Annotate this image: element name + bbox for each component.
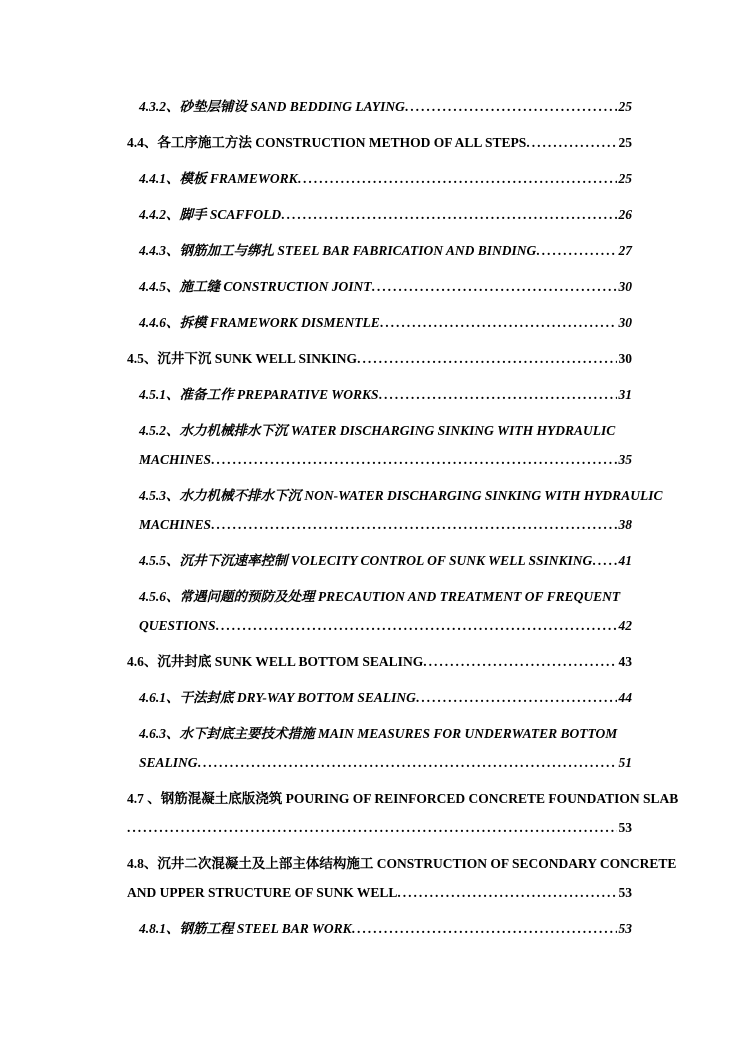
page-number: 35: [618, 452, 632, 467]
toc-entry[interactable]: [139, 236, 632, 265]
toc-entry-line: [139, 748, 632, 777]
page-number: 25: [618, 135, 632, 150]
dot-leader: [281, 200, 616, 229]
toc-entry-line: [139, 236, 632, 265]
page-number: 30: [618, 315, 632, 330]
toc-entry[interactable]: [139, 380, 632, 409]
toc-entry-text: 4.5.3、水力机械不排水下沉 NON-WATER DISCHARGING SINKING WITH HYDRAULIC: [139, 488, 663, 503]
toc-entry-line: [127, 878, 632, 907]
toc-entry-text: 4.8.1、钢筋工程 STEEL BAR WORK: [139, 921, 352, 936]
toc-entry-text: 4.8、沉井二次混凝土及上部主体结构施工 CONSTRUCTION OF SECONDARY CONCRETE: [127, 856, 677, 871]
toc-entry-text: 4.5.2、水力机械排水下沉 WATER DISCHARGING SINKING WITH HYDRAULIC: [139, 423, 616, 438]
toc-entry[interactable]: [139, 416, 632, 474]
toc-entry-text: 4.6.1、干法封底 DRY-WAY BOTTOM SEALING: [139, 690, 416, 705]
dot-leader: [405, 92, 617, 121]
toc-entry-line: [139, 92, 632, 121]
dot-leader: [127, 813, 617, 842]
dot-leader: [198, 748, 617, 777]
toc-entry-text: 4.4.5、施工缝 CONSTRUCTION JOINT: [139, 279, 372, 294]
page-number: 53: [618, 921, 632, 936]
toc-entry[interactable]: [139, 308, 632, 337]
page-number: 51: [618, 755, 632, 770]
toc-entry[interactable]: [127, 128, 632, 157]
toc-entry-text: MACHINES: [139, 452, 212, 467]
dot-leader: [352, 914, 617, 943]
dot-leader: [372, 272, 617, 301]
page-number: 38: [618, 517, 632, 532]
toc-entry[interactable]: [127, 647, 632, 676]
toc-entry-line: [139, 510, 632, 539]
toc-entry[interactable]: [127, 344, 632, 373]
toc-entry-line: [127, 344, 632, 373]
toc-entry-text: 4.4.6、拆模 FRAMEWORK DISMENTLE: [139, 315, 380, 330]
toc-entry-line: [127, 647, 632, 676]
dot-leader: [380, 308, 617, 337]
toc-entry-line: [139, 380, 632, 409]
toc-entry-line: [139, 308, 632, 337]
toc-entry[interactable]: [139, 914, 632, 943]
toc-entry-text: 4.6.3、水下封底主要技术措施 MAIN MEASURES FOR UNDERWATER BOTTOM: [139, 726, 618, 741]
toc-entry[interactable]: [139, 582, 632, 640]
toc-entry-line: [139, 200, 632, 229]
toc-entry[interactable]: [139, 200, 632, 229]
toc-entry-line: [127, 849, 677, 878]
page-number: 30: [618, 351, 632, 366]
toc-entry-text: 4.5.5、沉井下沉速率控制 VOLECITY CONTROL OF SUNK WELL SSINKING: [139, 553, 593, 568]
toc-entry-line: [139, 611, 632, 640]
toc-entry-text: 4.5.1、准备工作 PREPARATIVE WORKS: [139, 387, 379, 402]
dot-leader: [416, 683, 617, 712]
page-number: 43: [618, 654, 632, 669]
toc-entry-line: [127, 784, 679, 813]
page-number: 25: [618, 171, 632, 186]
toc-entry-line: [139, 914, 632, 943]
toc-entry-text: 4.4.1、模板 FRAMEWORK: [139, 171, 298, 186]
dot-leader: [592, 546, 616, 575]
table-of-contents: [127, 92, 679, 950]
dot-leader: [423, 647, 616, 676]
toc-entry-text: 4.5、沉井下沉 SUNK WELL SINKING: [127, 351, 358, 366]
toc-entry-text: 4.7 、钢筋混凝土底版浇筑 POURING OF REINFORCED CONCRETE FOUNDATION SLAB: [127, 791, 679, 806]
toc-entry-text: AND UPPER STRUCTURE OF SUNK WELL: [127, 885, 398, 900]
page-number: 26: [618, 207, 632, 222]
toc-entry-text: 4.4、各工序施工方法 CONSTRUCTION METHOD OF ALL STEPS: [127, 135, 527, 150]
toc-entry-line: [139, 546, 632, 575]
toc-entry-text: 4.5.6、常遇问题的预防及处理 PRECAUTION AND TREATMENT OF FREQUENT: [139, 589, 621, 604]
dot-leader: [216, 611, 617, 640]
toc-entry-text: QUESTIONS: [139, 618, 216, 633]
dot-leader: [379, 380, 617, 409]
toc-entry[interactable]: [139, 683, 632, 712]
dot-leader: [357, 344, 616, 373]
dot-leader: [211, 445, 616, 474]
page-number: 30: [618, 279, 632, 294]
toc-entry[interactable]: [139, 92, 632, 121]
page-number: 25: [618, 99, 632, 114]
toc-entry-text: 4.4.2、脚手 SCAFFOLD: [139, 207, 282, 222]
dot-leader: [397, 878, 616, 907]
toc-entry-line: [139, 582, 632, 611]
toc-entry-line: [139, 481, 663, 510]
toc-entry-text: 4.6、沉井封底 SUNK WELL BOTTOM SEALING: [127, 654, 424, 669]
dot-leader: [536, 236, 616, 265]
toc-entry[interactable]: [139, 164, 632, 193]
toc-entry-line: [127, 813, 632, 842]
toc-entry[interactable]: [139, 272, 632, 301]
toc-entry-text: 4.3.2、砂垫层铺设 SAND BEDDING LAYING: [139, 99, 405, 114]
toc-entry-line: [139, 683, 632, 712]
page-number: 27: [618, 243, 632, 258]
toc-entry-line: [139, 719, 632, 748]
toc-entry-text: SEALING: [139, 755, 198, 770]
toc-entry-text: MACHINES: [139, 517, 212, 532]
dot-leader: [526, 128, 616, 157]
toc-entry-line: [139, 416, 632, 445]
toc-entry[interactable]: [127, 784, 679, 842]
toc-entry-line: [127, 128, 632, 157]
toc-entry-line: [139, 445, 632, 474]
toc-entry[interactable]: [139, 719, 632, 777]
toc-entry-line: [139, 164, 632, 193]
page-number: 53: [618, 820, 632, 835]
page-number: 41: [618, 553, 632, 568]
page-number: 42: [618, 618, 632, 633]
page-number: 44: [618, 690, 632, 705]
toc-entry[interactable]: [127, 849, 677, 907]
toc-entry[interactable]: [139, 546, 632, 575]
page-number: 31: [618, 387, 632, 402]
toc-entry-line: [139, 272, 632, 301]
page-number: 53: [618, 885, 632, 900]
dot-leader: [211, 510, 616, 539]
toc-entry[interactable]: [139, 481, 663, 539]
toc-entry-text: 4.4.3、钢筋加工与绑扎 STEEL BAR FABRICATION AND BINDING: [139, 243, 537, 258]
dot-leader: [298, 164, 617, 193]
